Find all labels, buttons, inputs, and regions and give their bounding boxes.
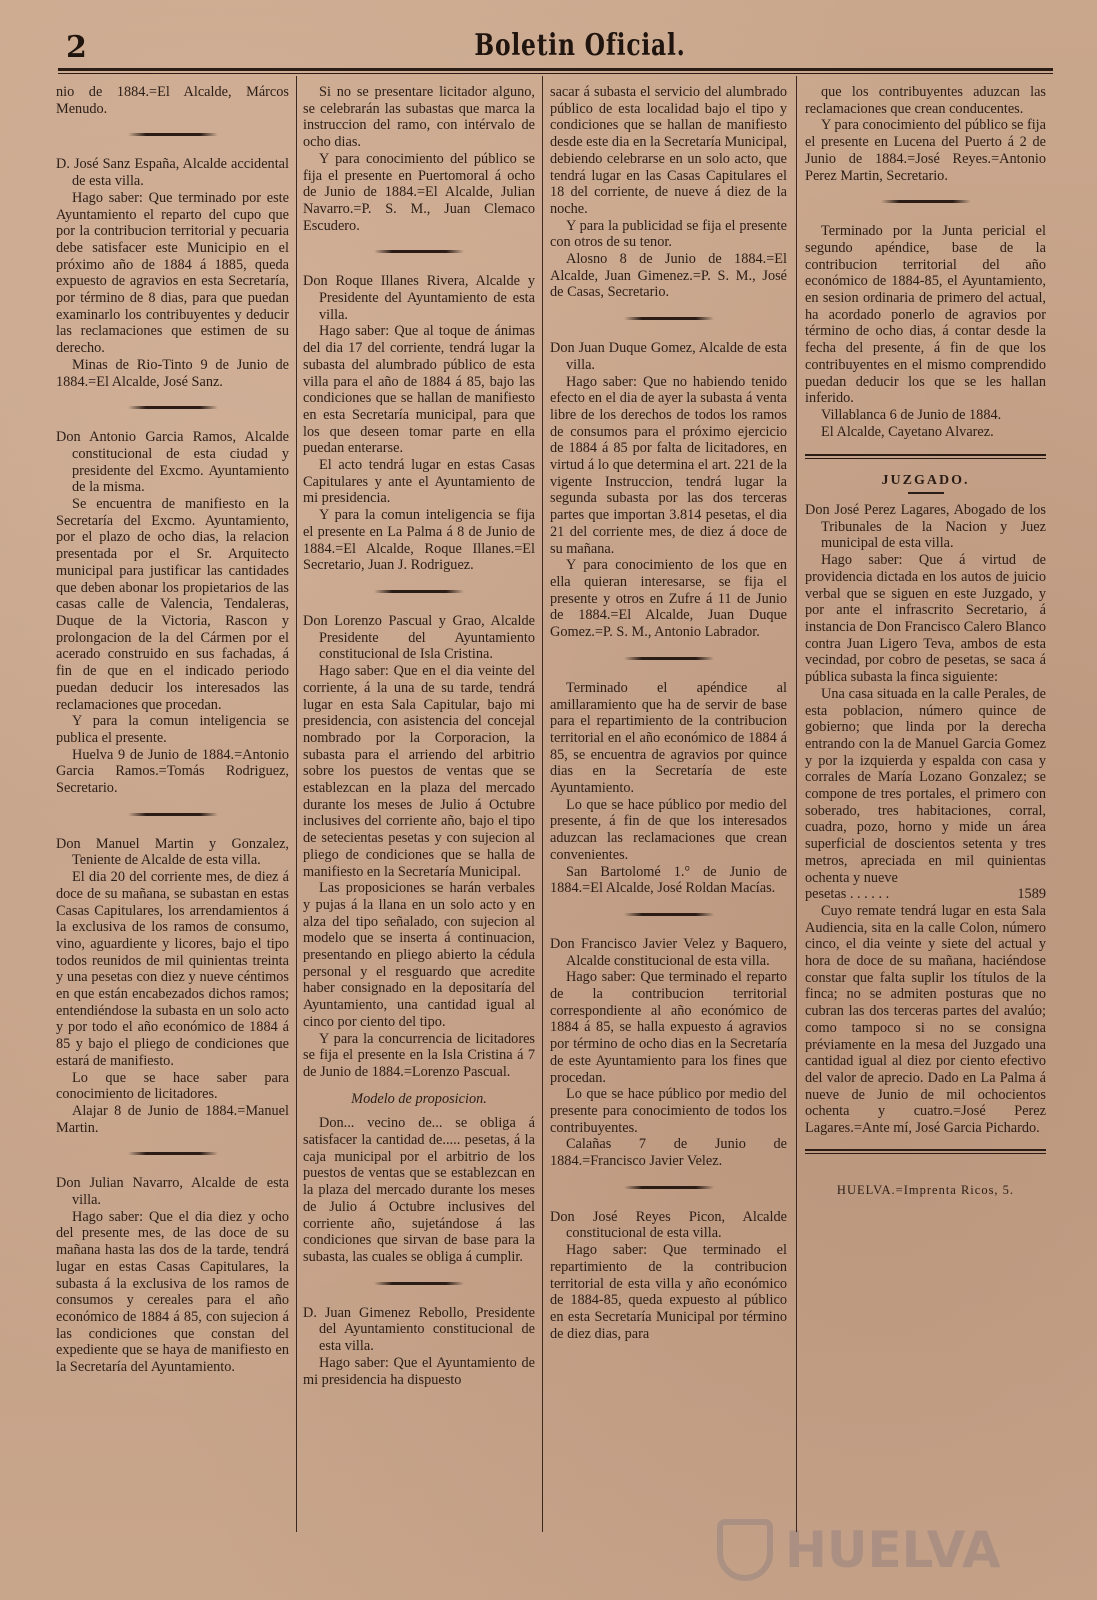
notice-heading: Don José Perez Lagares, Abogado de los Tribunales de la Nacion y Juez municipal de esta villa. [805, 502, 1046, 552]
notice-paragraph: Y para la concurrencia de licitadores se fija el presente en la Isla Cristina á 7 de Junio de 1884.=Lorenzo Pascual. [303, 1030, 535, 1080]
notice-paragraph: Hago saber: Que terminado el repartimiento de la contribucion territorial de esta villa y año económico de 1884-85, queda expuesto al público en esta Secretaría Municipal por término de diez dias, para [550, 1242, 787, 1342]
notice-paragraph: Una casa situada en la calle Perales, de esta poblacion, número quince de gobierno; que linda por la derecha entrando con la de Manuel Garcia Gomez y por la izquierda y espalda con casa y corrales de María Lozano Gonzalez; se compone de tres portales, el primero con soberado, tres habitaciones, corral, cuadra, pozo, horno y mide un área superficial de doscientos setenta y tres metros, apreciada en mil quinientas ochenta y nueve [805, 685, 1046, 886]
price-value: 1589 [1017, 886, 1046, 903]
notice-paragraph: Y para la comun inteligencia se fija el presente en La Palma á 8 de Junio de 1884.=El Alcalde, Roque Illanes.=El Secretario, Juan J. Rodriguez. [303, 507, 535, 574]
notice-paragraph: Minas de Rio-Tinto 9 de Junio de 1884.=El Alcalde, José Sanz. [56, 356, 289, 390]
notice-heading: Don José Reyes Picon, Alcalde constitucional de esta villa. [550, 1208, 787, 1242]
notice [805, 502, 1046, 1137]
notice-paragraph: que los contribuyentes aduzcan las reclamaciones que crean conducentes. [805, 84, 1046, 117]
column-1 [56, 84, 289, 1530]
notice-paragraph: Terminado por la Junta pericial el segundo apéndice, base de la contribucion territorial del año económico de 1884-85, el Ayuntamiento, en sesion ordinaria de primero del actual, ha acordado ponerlo de agravios por término de ocho dias, á contar desde la fecha del presente, á fin de que los contribuyentes en el mismo comprendido puedan deducir los que se les hallan inferido. [805, 223, 1046, 407]
notice-heading: Don Lorenzo Pascual y Grao, Alcalde Presidente del Ayuntamiento constitucional de Isla Cristina. [303, 612, 535, 663]
notice-heading: D. José Sanz España, Alcalde accidental de esta villa. [56, 156, 289, 190]
notice-paragraph: El Alcalde, Cayetano Alvarez. [821, 423, 994, 440]
imprint: HUELVA.=Imprenta Ricos, 5. [836, 1182, 1015, 1197]
shield-icon [717, 1519, 773, 1581]
section-rule [805, 454, 1046, 459]
notice-paragraph: Hago saber: Que el Ayuntamiento de mi presidencia ha dispuesto [303, 1354, 535, 1388]
section-title: JUZGADO. [881, 473, 970, 489]
notice-paragraph: Si no se presentare licitador alguno, se celebrarán las subastas que marca la instruccion del ramo, con intérvalo de ocho dias. [303, 84, 535, 151]
notice [550, 680, 787, 897]
column-divider [796, 76, 797, 1532]
watermark-logo [717, 1510, 1057, 1590]
notice-paragraph: Lo que se hace público por medio del presente, á fin de que los interesados aduzcan las reclamaciones que crean convenientes. [550, 796, 787, 863]
notice-separator [374, 590, 464, 593]
notice-paragraph: Hago saber: Que al toque de ánimas del dia 17 del corriente, tendrá lugar la subasta del alumbrado público de esta villa para el año de 1884 á 85, bajo las condiciones que se hallan de manifiesto en esta Secretaría municipal, para que los que deseen tomar parte en ella puedan enterarse. [303, 323, 535, 457]
notice-paragraph: Hago saber: Que en el dia veinte del corriente, á la una de su tarde, tendrá lugar en esta Sala Capitular, bajo mi presidencia, con asistencia del concejal nombrado por la Corporacion, la subasta para el arriendo del arbitrio sobre los puestos de ventas que se establezcan en la plaza del mercado durante los meses de Julio á Octubre inclusives del corriente año, bajo el tipo de setecientas pesetas y con sujecion al pliego de condiciones que se halla de manifiesto en la Secretaría Municipal. [303, 663, 535, 880]
notice [56, 84, 289, 117]
notice-paragraph: Hago saber: Que no habiendo tenido efecto en el dia de ayer la subasta á venta libre de los derechos de todos los ramos de consumos para el próximo ejercicio de 1884 á 85 por falta de licitadores, en virtud á lo que determina el art. 221 de la vigente Instruccion, tendrá lugar la segunda subasta por las dos terceras partes que importan 3.814 pesetas, el dia 21 del corriente mes, de diez á doce de su mañana. [550, 373, 787, 557]
notice [550, 84, 787, 301]
notice-paragraph: Hago saber: Que á virtud de providencia dictada en los autos de juicio verbal que se siguen en este Juzgado, y por ante el infrascrito Secretario, á instancia de Don Francisco Calero Blanco contra Juan Ligero Teva, ambos de esta vecindad, por cobro de pesetas, se saca á pública subasta la finca siguiente: [805, 552, 1046, 686]
page-number: 2 [66, 30, 87, 65]
notice-paragraph: Terminado el apéndice al amillaramiento que ha de servir de base para el repartimiento de la contribucion territorial en el año económico de 1884 á 85, se encuentra de agravios por quince dias en la Secretaría de este Ayuntamiento. [550, 679, 787, 797]
notice-paragraph: Alajar 8 de Junio de 1884.=Manuel Martin. [56, 1102, 289, 1136]
notice-separator [624, 913, 714, 916]
page-title: Boletin Oficial. [474, 28, 686, 63]
notice-paragraph: San Bartolomé 1.° de Junio de 1884.=El Alcalde, José Roldan Macías. [550, 863, 787, 897]
notice-paragraph: Y para conocimiento del público se fija el presente en Puertomoral á ocho de Junio de 1884.=El Alcalde, Julian Navarro.=P. S. M., Juan Clemaco Escudero. [303, 150, 535, 234]
notice-paragraph: Y para conocimiento de los que en ella quieran interesarse, se fija el presente y otros en Zufre á 11 de Junio de 1884.=El Alcalde, Juan Duque Gomez.=P. S. M., Antonio Labrador. [550, 557, 787, 641]
notice [303, 1305, 535, 1389]
notice-separator [374, 1282, 464, 1285]
notice [303, 613, 535, 1081]
watermark-text: HUELVA [785, 1521, 1001, 1579]
notice-paragraph: Hago saber: Que terminado el reparto de la contribucion territorial correspondiente al año económico de 1884 á 85, se halla expuesto á agravios por término de ocho dias en la Secretaría de este Ayuntamiento para los fines que procedan. [550, 969, 787, 1086]
column-divider [296, 76, 297, 1532]
notice-paragraph: Se encuentra de manifiesto en la Secretaría del Excmo. Ayuntamiento, por el plazo de ocho dias, la relacion presentada por el Sr. Arquitecto municipal para justificar las cantidades que deben abonar los propietarios de las casas calle de Valencia, Tendaleras, Duque de la Victoria, Rascon y prolongacion de la del Cármen por el acerado construido en sus fachadas, á fin de que en el indicado periodo puedan deducir los interesados las reclamaciones que procedan. [56, 496, 289, 713]
notice-paragraph: Las proposiciones se harán verbales y pujas á la llana en un solo acto y en alza del tipo señalado, con sujecion al modelo que se inserta á continuacion, presentando en pliego abierto la cédula personal y el resguardo que acredite haber consignado en la depositaría del Ayuntamiento, una cantidad igual al cinco por ciento del tipo. [303, 880, 535, 1030]
notice-separator [881, 200, 971, 203]
notice-heading: Don Manuel Martin y Gonzalez, Teniente de Alcalde de esta villa. [56, 835, 289, 869]
notice-separator [128, 406, 218, 409]
notice-paragraph: Y para la comun inteligencia se publica el presente. [56, 713, 289, 746]
notice-heading: Don Roque Illanes Rivera, Alcalde y Presidente del Ayuntamiento de esta villa. [303, 273, 535, 323]
notice-heading: Don Francisco Javier Velez y Baquero, Alcalde constitucional de esta villa. [550, 935, 787, 969]
notice-heading: Don Juan Duque Gomez, Alcalde de esta villa. [550, 340, 787, 373]
notice [550, 1209, 787, 1343]
notice-paragraph: Y para la publicidad se fija el presente con otros de su tenor. [550, 217, 787, 251]
notice [550, 340, 787, 641]
notice-paragraph: Alosno 8 de Junio de 1884.=El Alcalde, Juan Gimenez.=P. S. M., José de Casas, Secretario. [550, 251, 787, 301]
notice-heading: Don Julian Navarro, Alcalde de esta villa. [56, 1175, 289, 1209]
notice-heading: Don Antonio Garcia Ramos, Alcalde constitucional de esta ciudad y presidente del Excmo. Ayuntamiento de la misma. [56, 429, 289, 496]
notice [303, 273, 535, 574]
column-4 [805, 84, 1046, 1530]
column-2 [303, 84, 535, 1530]
column-3 [550, 84, 787, 1530]
notice-separator [128, 813, 218, 816]
notice-separator [128, 1152, 218, 1155]
notice-paragraph: Lo que se hace saber para conocimiento de licitadores. [56, 1069, 289, 1103]
notice-paragraph: Hago saber: Que terminado por este Ayuntamiento el reparto del cupo que por la contribucion territorial y pecuaria debe satisfacer este Municipio en el próximo año de 1884 á 1885, queda expuesto de agravios en esta Secretaría, por término de 8 dias, para que puedan examinarlo los contribuyentes y deducir las reclamaciones que estimen de su derecho. [56, 189, 289, 357]
header-rule [58, 68, 1053, 74]
notice [550, 936, 787, 1170]
notice [56, 1175, 289, 1375]
notice-paragraph: Villablanca 6 de Junio de 1884. [821, 406, 1002, 423]
notice-paragraph: Hago saber: Que el dia diez y ocho del presente mes, de las doce de su mañana hasta las dos de la tarde, tendrá lugar en estas Casas Capitulares, la subasta á la exclusiva de los ramos de consumos y cereales para el año económico de 1884 á 85, con sujecion á las condiciones que constan del expediente que se haya de manifiesto en la Secretaría del Ayuntamiento. [56, 1208, 289, 1376]
notice [56, 156, 289, 390]
notice-paragraph: Calañas 7 de Junio de 1884.=Francisco Javier Velez. [550, 1136, 787, 1170]
notice-paragraph: El dia 20 del corriente mes, de diez á doce de su mañana, se subastan en estas Casas Capitulares, los arrendamientos á la exclusiva de los ramos de consumo, vino, aguardiente y licores, bajo el tipo todos reunidos de mil quinientas treinta y una pesetas con diez y nueve céntimos en que están encabezados dichos ramos; entendiéndose la subasta en un solo acto y por todo el año económico de 1884 á 85 y bajo el pliego de condiciones que estará de manifiesto. [56, 869, 289, 1069]
notice-paragraph: sacar á subasta el servicio del alumbrado público de esta localidad bajo el tipo y condiciones que se hallan de manifiesto desde este dia en la Secretaría Municipal, debiendo celebrarse en un solo acto, que tendrá lugar en las Casas Capitulares el 18 del corriente, de nueve á diez de la noche. [550, 84, 787, 217]
notice-paragraph: nio de 1884.=El Alcalde, Márcos Menudo. [56, 84, 289, 117]
notice [56, 836, 289, 1137]
notice-separator [624, 317, 714, 320]
notice [303, 84, 535, 234]
model-title: Modelo de proposicion. [351, 1090, 487, 1107]
model-text: Don... vecino de... se obliga á satisfacer la cantidad de..... pesetas, á la caja municipal por el arbitrio de los puestos de ventas que se establezcan en la plaza del mercado durante los meses de Julio á Octubre inclusives del corriente año, sujetándose á las condiciones que sirvan de base para la subasta, las cuales se obliga á cumplir. [303, 1115, 535, 1265]
notice [56, 429, 289, 796]
notice-paragraph: Lo que se hace público por medio del presente para conocimiento de todos los contribuyentes. [550, 1086, 787, 1136]
section-rule [805, 1149, 1046, 1154]
notice [805, 223, 1046, 440]
notice-paragraph: Cuyo remate tendrá lugar en esta Sala Audiencia, sita en la calle Colon, número cinco, el dia veinte y siete del actual y hora de doce de su mañana, haciéndose constar que falta suplir los títulos de la finca; no se admiten posturas que no cubran las dos terceras partes del avalúo; como tampoco si no se consigna préviamente en la mesa del Juzgado una cantidad igual al diez por ciento efectivo del valor de aprecio. Dado en La Palma á nueve de Junio de mil ochocientos ochenta y cuatro.=José Perez Lagares.=Ante mí, José Garcia Pichardo. [805, 902, 1046, 1137]
price-label: pesetas . . . . . . [805, 886, 890, 903]
notice-separator [128, 133, 218, 136]
column-divider [542, 76, 543, 1532]
title-separator [908, 492, 944, 494]
price-line [805, 886, 1046, 903]
notice [805, 84, 1046, 184]
notice-paragraph: El acto tendrá lugar en estas Casas Capitulares y ante el Ayuntamiento de mi presidencia. [303, 457, 535, 507]
notice-paragraph: Y para conocimiento del público se fija el presente en Lucena del Puerto á 2 de Junio de 1884.=José Reyes.=Antonio Perez Martin, Secretario. [805, 117, 1046, 184]
notice-separator [624, 657, 714, 660]
notice-heading: D. Juan Gimenez Rebollo, Presidente del Ayuntamiento constitucional de esta villa. [303, 1304, 535, 1355]
notice-paragraph: Huelva 9 de Junio de 1884.=Antonio Garcia Ramos.=Tomás Rodriguez, Secretario. [56, 746, 289, 797]
notice-separator [374, 250, 464, 253]
notice-separator [624, 1186, 714, 1189]
